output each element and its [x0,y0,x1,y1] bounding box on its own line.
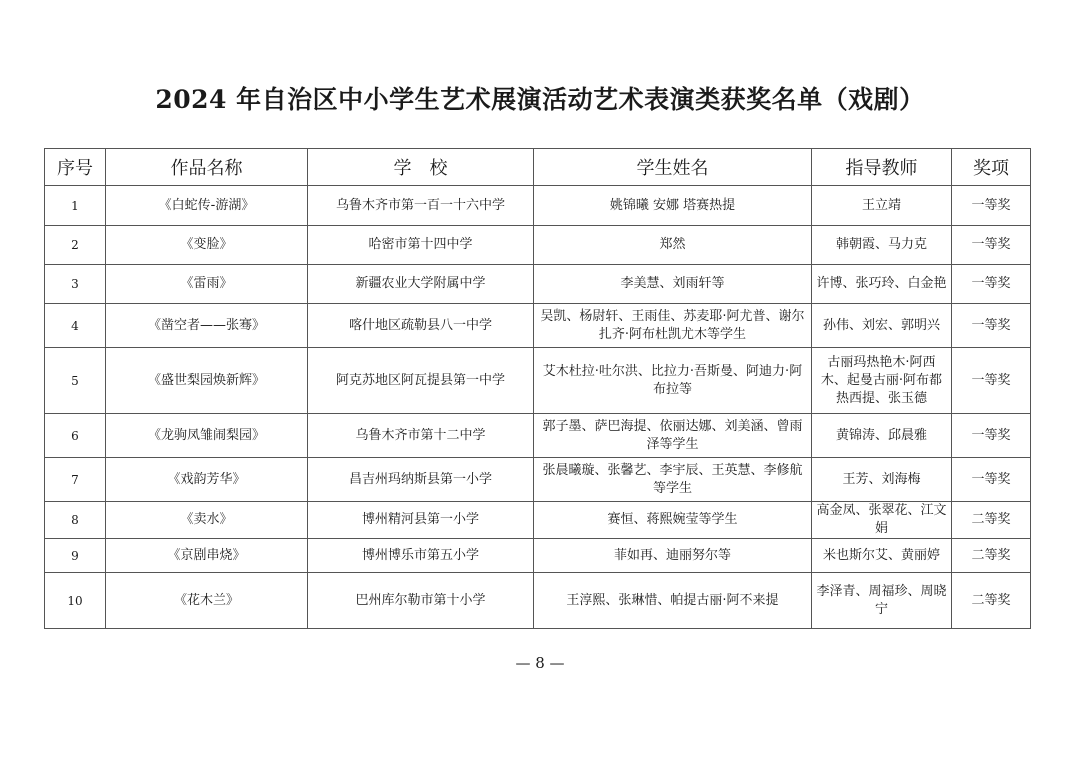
cell-work: 《卖水》 [106,502,308,539]
cell-no: 4 [45,304,106,348]
header-award: 奖项 [952,149,1031,186]
cell-students: 菲如再、迪丽努尔等 [534,539,812,573]
page-title: 2024 年自治区中小学生艺术展演活动艺术表演类获奖名单（戏剧） [155,85,925,114]
cell-no: 3 [45,265,106,304]
cell-award: 一等奖 [952,186,1031,226]
table-row [45,186,1031,226]
cell-teachers: 米也斯尔艾、黄丽婷 [812,539,952,573]
cell-teachers: 韩朝霞、马力克 [812,226,952,265]
cell-work: 《京剧串烧》 [106,539,308,573]
cell-teachers: 古丽玛热艳木·阿西木、起曼古丽·阿布都热西提、张玉德 [812,348,952,414]
page-number: — 8 — [515,654,565,672]
cell-award: 一等奖 [952,265,1031,304]
cell-school: 巴州库尔勒市第十小学 [308,573,534,629]
cell-school: 乌鲁木齐市第十二中学 [308,414,534,458]
cell-students: 吴凯、杨尉轩、王雨佳、苏麦耶·阿尤普、谢尔扎齐·阿布杜凯尤木等学生 [534,304,812,348]
cell-award: 二等奖 [952,502,1031,539]
cell-school: 乌鲁木齐市第一百一十六中学 [308,186,534,226]
cell-students: 张晨曦璇、张馨艺、李宇辰、王英慧、李修航等学生 [534,458,812,502]
cell-no: 9 [45,539,106,573]
cell-work: 《变脸》 [106,226,308,265]
cell-school: 昌吉州玛纳斯县第一小学 [308,458,534,502]
table-row [45,573,1031,629]
cell-school: 博州博乐市第五小学 [308,539,534,573]
table-row [45,414,1031,458]
cell-school: 喀什地区疏勒县八一中学 [308,304,534,348]
award-table [44,148,1031,629]
header-work: 作品名称 [106,149,308,186]
table-header-row [45,149,1031,186]
cell-students: 赛恒、蒋熙婉莹等学生 [534,502,812,539]
table-row [45,265,1031,304]
table-row [45,539,1031,573]
cell-no: 5 [45,348,106,414]
cell-award: 一等奖 [952,458,1031,502]
header-students: 学生姓名 [534,149,812,186]
header-teachers: 指导教师 [812,149,952,186]
cell-teachers: 高金凤、张翠花、江文娟 [812,502,952,539]
cell-students: 艾木杜拉·吐尔洪、比拉力·吾斯曼、阿迪力·阿布拉等 [534,348,812,414]
cell-no: 1 [45,186,106,226]
cell-teachers: 许博、张巧玲、白金艳 [812,265,952,304]
table-row [45,348,1031,414]
cell-award: 一等奖 [952,348,1031,414]
cell-no: 7 [45,458,106,502]
cell-award: 一等奖 [952,304,1031,348]
cell-school: 新疆农业大学附属中学 [308,265,534,304]
cell-students: 姚锦曦 安娜 塔赛热提 [534,186,812,226]
cell-work: 《凿空者——张骞》 [106,304,308,348]
cell-teachers: 孙伟、刘宏、郭明兴 [812,304,952,348]
cell-school: 哈密市第十四中学 [308,226,534,265]
table-row [45,226,1031,265]
cell-students: 王淳熙、张琳惜、帕提古丽·阿不来提 [534,573,812,629]
cell-teachers: 李泽青、周福珍、周晓宁 [812,573,952,629]
cell-teachers: 王芳、刘海梅 [812,458,952,502]
cell-work: 《白蛇传-游湖》 [106,186,308,226]
cell-work: 《花木兰》 [106,573,308,629]
cell-work: 《盛世梨园焕新辉》 [106,348,308,414]
cell-teachers: 王立靖 [812,186,952,226]
cell-no: 6 [45,414,106,458]
cell-work: 《戏韵芳华》 [106,458,308,502]
table-row [45,502,1031,539]
cell-award: 一等奖 [952,414,1031,458]
cell-school: 阿克苏地区阿瓦提县第一中学 [308,348,534,414]
cell-award: 二等奖 [952,539,1031,573]
table-row [45,458,1031,502]
cell-students: 郭子墨、萨巴海提、依丽达娜、刘美涵、曾雨泽等学生 [534,414,812,458]
cell-work: 《龙驹凤雏闹梨园》 [106,414,308,458]
cell-school: 博州精河县第一小学 [308,502,534,539]
cell-award: 二等奖 [952,573,1031,629]
header-no: 序号 [45,149,106,186]
cell-students: 郑然 [534,226,812,265]
cell-teachers: 黄锦涛、邱晨雅 [812,414,952,458]
cell-no: 10 [45,573,106,629]
cell-work: 《雷雨》 [106,265,308,304]
cell-students: 李美慧、刘雨轩等 [534,265,812,304]
table-row [45,304,1031,348]
cell-no: 8 [45,502,106,539]
cell-no: 2 [45,226,106,265]
cell-award: 一等奖 [952,226,1031,265]
header-school: 学 校 [308,149,534,186]
